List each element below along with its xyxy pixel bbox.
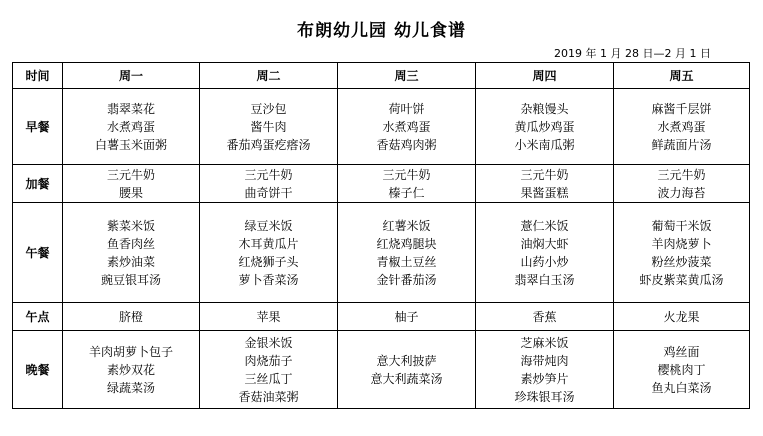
dish-item: 脐橙	[118, 309, 143, 324]
dish-item: 水煮鸡蛋	[382, 119, 431, 134]
menu-cell	[200, 165, 338, 203]
dish-item: 白薯玉米面粥	[94, 137, 167, 152]
menu-cell	[476, 331, 614, 409]
dish-item: 水煮鸡蛋	[106, 119, 155, 134]
row-afternoon-snack	[13, 303, 750, 331]
dish-item: 鲜蔬面片汤	[651, 137, 712, 152]
header-wednesday: 周三	[338, 63, 476, 89]
menu-cell	[63, 165, 200, 203]
dish-item: 番茄鸡蛋疙瘩汤	[226, 137, 311, 152]
menu-cell	[614, 303, 750, 331]
dish-item: 油焖大虾	[520, 236, 569, 251]
menu-cell	[338, 331, 476, 409]
menu-cell	[200, 203, 338, 303]
dish-item: 鱼丸白菜汤	[651, 380, 712, 395]
menu-cell	[63, 331, 200, 409]
meal-label-lunch: 午餐	[13, 203, 63, 303]
dish-item: 苹果	[256, 309, 281, 324]
meal-label-dinner: 晚餐	[13, 331, 63, 409]
menu-cell	[200, 303, 338, 331]
menu-table	[12, 62, 750, 409]
header-row	[13, 63, 750, 89]
dish-item: 海带炖肉	[520, 353, 569, 368]
dish-item: 肉烧茄子	[244, 353, 293, 368]
row-dinner	[13, 331, 750, 409]
dish-item: 意大利披萨	[376, 353, 437, 368]
menu-cell	[200, 89, 338, 165]
menu-cell	[63, 203, 200, 303]
dish-item: 麻酱千层饼	[651, 101, 712, 116]
dish-item: 薏仁米饭	[520, 218, 569, 233]
header-thursday: 周四	[476, 63, 614, 89]
header-friday: 周五	[614, 63, 750, 89]
dish-item: 金银米饭	[244, 335, 293, 350]
dish-item: 果酱蛋糕	[520, 185, 569, 200]
menu-cell	[338, 89, 476, 165]
meal-label-afternoon-snack: 午点	[13, 303, 63, 331]
dish-item: 小米南瓜粥	[514, 137, 575, 152]
dish-item: 黄瓜炒鸡蛋	[514, 119, 575, 134]
dish-item: 珍珠银耳汤	[514, 389, 575, 404]
menu-cell	[200, 331, 338, 409]
dish-item: 金针番茄汤	[376, 272, 437, 287]
dish-item: 三元牛奶	[520, 167, 569, 182]
dish-item: 青椒土豆丝	[376, 254, 437, 269]
dish-item: 豌豆银耳汤	[100, 272, 161, 287]
dish-item: 三元牛奶	[657, 167, 706, 182]
dish-item: 虾皮紫菜黄瓜汤	[639, 272, 724, 287]
dish-item: 粉丝炒菠菜	[651, 254, 712, 269]
dish-item: 三丝瓜丁	[244, 371, 293, 386]
dish-item: 绿豆米饭	[244, 218, 293, 233]
dish-item: 芝麻米饭	[520, 335, 569, 350]
dish-item: 素炒双花	[106, 362, 155, 377]
dish-item: 水煮鸡蛋	[657, 119, 706, 134]
header-tuesday: 周二	[200, 63, 338, 89]
dish-item: 羊肉烧萝卜	[651, 236, 712, 251]
dish-item: 樱桃肉丁	[657, 362, 706, 377]
dish-item: 山药小炒	[520, 254, 569, 269]
menu-cell	[63, 89, 200, 165]
menu-cell	[338, 303, 476, 331]
meal-label-snack: 加餐	[13, 165, 63, 203]
dish-item: 杂粮馒头	[520, 101, 569, 116]
dish-item: 火龙果	[663, 309, 700, 324]
menu-cell	[614, 165, 750, 203]
menu-cell	[63, 303, 200, 331]
dish-item: 腰果	[118, 185, 143, 200]
menu-cell	[476, 203, 614, 303]
dish-item: 红薯米饭	[382, 218, 431, 233]
dish-item: 三元牛奶	[244, 167, 293, 182]
menu-cell	[614, 331, 750, 409]
dish-item: 香菇油菜粥	[238, 389, 299, 404]
meal-label-breakfast: 早餐	[13, 89, 63, 165]
dish-item: 素炒油菜	[106, 254, 155, 269]
menu-cell	[338, 203, 476, 303]
dish-item: 酱牛肉	[250, 119, 287, 134]
dish-item: 翡翠菜花	[106, 101, 155, 116]
menu-cell	[614, 89, 750, 165]
dish-item: 翡翠白玉汤	[514, 272, 575, 287]
menu-cell	[476, 89, 614, 165]
dish-item: 曲奇饼干	[244, 185, 293, 200]
menu-cell	[338, 165, 476, 203]
dish-item: 波力海苔	[657, 185, 706, 200]
dish-item: 榛子仁	[388, 185, 425, 200]
dish-item: 红烧鸡腿块	[376, 236, 437, 251]
menu-cell	[476, 165, 614, 203]
dish-item: 意大利蔬菜汤	[370, 371, 443, 386]
dish-item: 豆沙包	[250, 101, 287, 116]
dish-item: 葡萄干米饭	[651, 218, 712, 233]
menu-cell	[476, 303, 614, 331]
dish-item: 香菇鸡肉粥	[376, 137, 437, 152]
date-range: 2019 年 1 月 28 日—2 月 1 日	[554, 47, 711, 60]
row-snack	[13, 165, 750, 203]
dish-item: 羊肉胡萝卜包子	[88, 344, 173, 359]
row-lunch	[13, 203, 750, 303]
dish-item: 荷叶饼	[388, 101, 425, 116]
header-monday: 周一	[63, 63, 200, 89]
header-time: 时间	[13, 63, 63, 89]
dish-item: 鸡丝面	[663, 344, 700, 359]
page-title: 布朗幼儿园 幼儿食谱	[297, 21, 466, 41]
dish-item: 三元牛奶	[106, 167, 155, 182]
dish-item: 紫菜米饭	[106, 218, 155, 233]
dish-item: 柚子	[394, 309, 419, 324]
dish-item: 绿蔬菜汤	[106, 380, 155, 395]
row-breakfast	[13, 89, 750, 165]
dish-item: 素炒笋片	[520, 371, 569, 386]
dish-item: 鱼香肉丝	[106, 236, 155, 251]
dish-item: 木耳黄瓜片	[238, 236, 299, 251]
dish-item: 香蕉	[532, 309, 557, 324]
dish-item: 萝卜香菜汤	[238, 272, 299, 287]
dish-item: 红烧狮子头	[238, 254, 299, 269]
dish-item: 三元牛奶	[382, 167, 431, 182]
menu-cell	[614, 203, 750, 303]
